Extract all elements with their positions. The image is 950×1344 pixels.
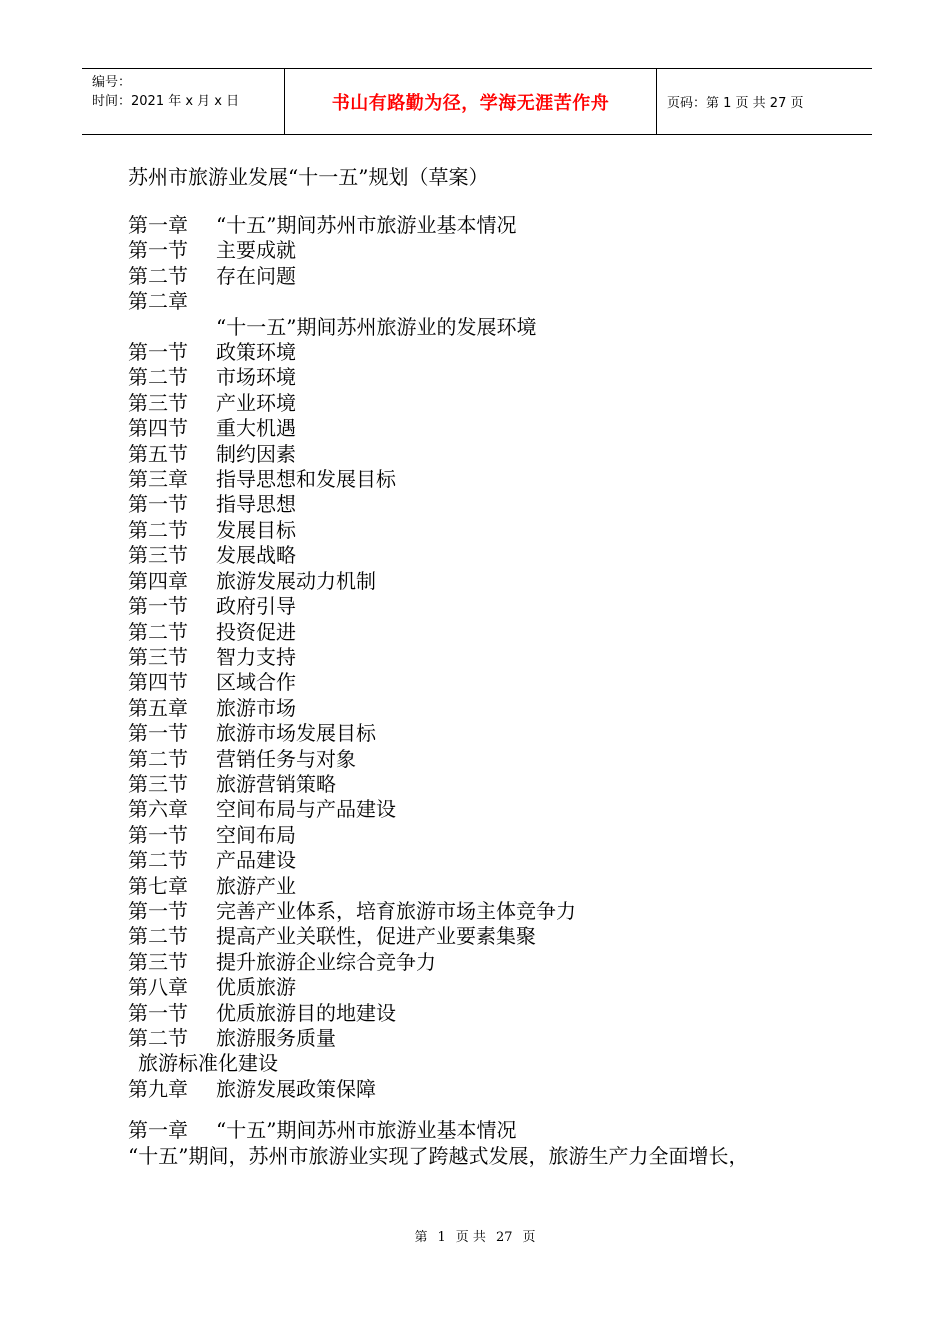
header-page-cell [657,69,872,134]
toc-item-number: 第五节 [128,441,188,466]
section-heading-text: “十五”期间苏州市旅游业基本情况 [216,1118,517,1143]
toc-item-number: 第七章 [128,873,188,898]
toc-item-number: 第一节 [128,721,188,746]
toc-item-text: 存在问题 [216,263,296,288]
toc-item-number: 第二节 [128,924,188,949]
toc-item-number: 第九章 [128,1076,188,1101]
header-meta-cell [82,69,284,134]
toc-item-text: 旅游市场发展目标 [216,721,376,746]
toc-item-text: 政府引导 [216,594,296,619]
toc-item-text: 空间布局 [216,822,296,847]
motto-text: 书山有路勤为径，学海无涯苦作舟 [331,92,610,114]
page-footer [0,1226,950,1245]
toc-item-text: 投资促进 [216,619,296,644]
toc-item-number: 第四节 [128,670,188,695]
toc-item [128,1051,848,1076]
toc-item-number: 第一节 [128,340,188,365]
document-title: 苏州市旅游业发展“十一五”规划（草案） [128,165,489,189]
toc-item [128,721,848,746]
toc-item-number: 第一节 [128,1000,188,1025]
body-paragraph: “十五”期间，苏州市旅游业实现了跨越式发展，旅游生产力全面增长， [128,1143,749,1168]
section-heading [128,1118,848,1143]
header-motto-cell [284,69,657,134]
footer-total-pages: 27 [495,1230,513,1245]
toc-item-text: 产业环境 [216,390,296,415]
toc-item-number: 第一章 [128,213,188,237]
toc-item-number: 第三章 [128,467,188,492]
toc-item-text: 产品建设 [216,848,296,873]
toc-item-number: 第四节 [128,416,188,441]
toc-item-text: “十五”期间苏州市旅游业基本情况 [216,213,517,237]
toc-item-text: 旅游标准化建设 [138,1051,278,1076]
toc-item-text: 旅游发展动力机制 [216,568,376,593]
table-of-contents [128,213,848,1102]
toc-item [128,950,848,975]
toc-item [128,1001,848,1026]
toc-item-text: 营销任务与对象 [216,746,356,771]
toc-item-number: 第一节 [128,492,188,517]
toc-item-text: 发展战略 [216,543,296,568]
toc-item-number: 第六章 [128,797,188,822]
footer-prefix: 第 [414,1230,428,1245]
toc-item [128,823,848,848]
document-body [128,163,848,1169]
toc-item [128,289,848,314]
toc-item-text: 指导思想和发展目标 [216,467,396,492]
toc-item [128,518,848,543]
toc-item-text: 旅游发展政策保障 [216,1076,376,1101]
toc-item [128,467,848,492]
toc-item-text: 提高产业关联性，促进产业要素集聚 [216,924,536,949]
toc-item-number: 第一节 [128,898,188,923]
page-header [82,68,872,135]
toc-item-text: 政策环境 [216,340,296,365]
toc-item-number: 第二节 [128,848,188,873]
toc-item-number: 第三节 [128,543,188,568]
toc-item-text: “十一五”期间苏州旅游业的发展环境 [216,314,537,339]
toc-item-number: 第二节 [128,263,188,288]
toc-item-text: 智力支持 [216,644,296,669]
footer-suffix: 页 [522,1230,536,1245]
toc-item [128,569,848,594]
toc-item-text: 区域合作 [216,670,296,695]
toc-item-text: 发展目标 [216,517,296,542]
toc-item [128,645,848,670]
toc-item-number: 第二节 [128,517,188,542]
toc-item-number: 第八章 [128,975,188,1000]
toc-item-number: 第二章 [128,289,188,314]
toc-item [128,1026,848,1051]
toc-item [128,670,848,695]
toc-item [128,696,848,721]
toc-item [128,975,848,1000]
toc-item-text: 完善产业体系，培育旅游市场主体竞争力 [216,898,576,923]
toc-item [128,772,848,797]
toc-item-number: 第二节 [128,365,188,390]
toc-item [128,594,848,619]
footer-page-number: 1 [437,1230,446,1245]
toc-item [128,442,848,467]
toc-item-number: 第三节 [128,949,188,974]
toc-item [128,340,848,365]
toc-item [128,416,848,441]
footer-mid: 页 共 [455,1230,486,1245]
toc-item [128,264,848,289]
toc-item [128,620,848,645]
toc-item-text: 旅游服务质量 [216,1026,336,1050]
date-label: 时间：2021 年 x 月 x 日 [92,94,240,109]
toc-item-number: 第一节 [128,822,188,847]
serial-label: 编号： [92,75,132,90]
toc-item-text: 制约因素 [216,441,296,466]
toc-item [128,924,848,949]
toc-item [128,848,848,873]
toc-item-number: 第一节 [128,238,188,263]
toc-item-text: 主要成就 [216,238,296,263]
toc-item-text: 旅游营销策略 [216,771,336,796]
toc-item [128,492,848,517]
toc-item-number: 第五章 [128,695,188,720]
toc-item-text: 指导思想 [216,492,296,517]
toc-item-text: 市场环境 [216,365,296,390]
toc-item-text: 提升旅游企业综合竞争力 [216,949,436,974]
toc-item-number: 第三节 [128,390,188,415]
toc-item [128,315,848,340]
toc-item-text: 旅游产业 [216,873,296,898]
toc-item-number: 第二节 [128,746,188,771]
toc-item-number: 第二节 [128,619,188,644]
toc-item-text: 旅游市场 [216,695,296,720]
toc-item [128,747,848,772]
page-number-info: 页码：第 1 页 共 27 页 [667,96,804,111]
toc-item-text: 优质旅游目的地建设 [216,1000,396,1025]
toc-item-number: 第三节 [128,644,188,669]
toc-item [128,543,848,568]
toc-item [128,899,848,924]
toc-item [128,238,848,263]
toc-item-number: 第一节 [128,594,188,619]
toc-item-number: 第二节 [128,1026,188,1050]
toc-item [128,874,848,899]
toc-item-number: 第四章 [128,568,188,593]
toc-item [128,391,848,416]
section-heading-number: 第一章 [128,1118,188,1143]
toc-item [128,365,848,390]
toc-item-number: 第三节 [128,771,188,796]
toc-item-text: 优质旅游 [216,975,296,1000]
toc-item [128,797,848,822]
toc-item-text: 重大机遇 [216,416,296,441]
toc-item-text: 空间布局与产品建设 [216,797,396,822]
toc-item [128,1077,848,1102]
toc-item [128,213,848,238]
